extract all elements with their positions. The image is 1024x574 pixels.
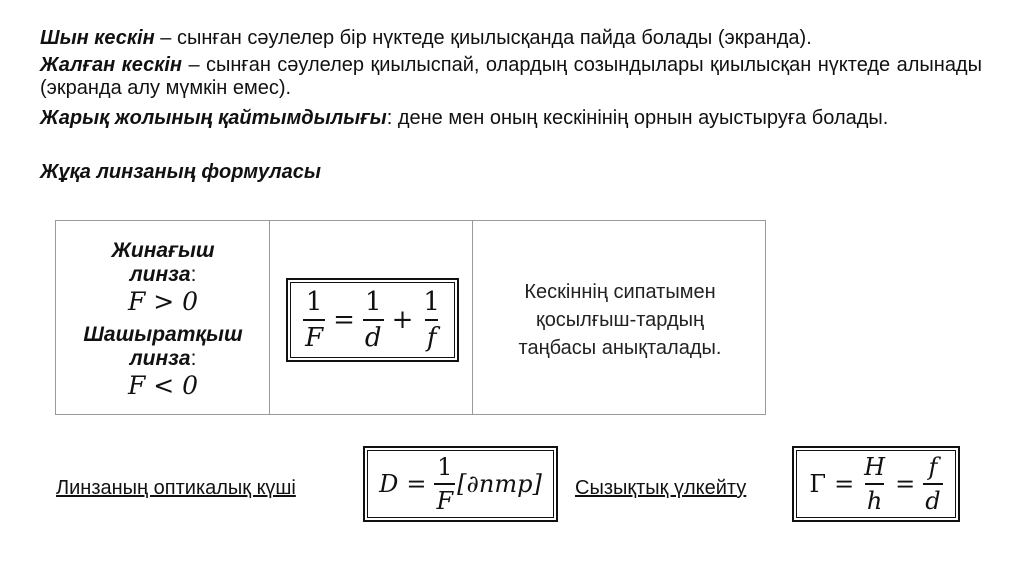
lens-types-cell [56, 221, 270, 414]
lens-name: линза: [129, 347, 197, 370]
optical-power-formula: D = $\frac{1}{F}$ [∂nmp] [363, 446, 558, 522]
definition-text: – сынған сәулелер бір нүктеде қиылысқанда пайда болады (экранда). [154, 27, 812, 49]
term: Жарық жолының қайтымдылығы [40, 107, 387, 129]
fraction: $\frac{1}{F}$ [436, 453, 454, 515]
definition-reversibility [40, 107, 982, 130]
definition-text: : дене мен оның кескінінің орнын ауыстыруға болады. [386, 107, 889, 129]
fraction: $\frac{H}{h}$ [864, 453, 886, 515]
lens-name: линза: [129, 263, 197, 286]
lens-condition: F < 0 [127, 371, 199, 400]
term: Жалған кескін [40, 54, 183, 76]
fraction: $\frac{f}{d}$ [925, 453, 941, 515]
definition-real-image [40, 27, 982, 50]
fraction: $\frac{1}{d}$ [364, 287, 382, 353]
magnification-label: Сызықтық үлкейту [575, 477, 747, 499]
fraction: $\frac{1}{f}$ [423, 287, 440, 353]
diverging-lens [56, 323, 270, 401]
fraction: $\frac{1}{F}$ [305, 287, 324, 353]
definition-virtual-image [40, 54, 982, 100]
lens-condition: F > 0 [127, 287, 199, 316]
unit: [∂nmp] [457, 470, 542, 498]
magnification-formula: Γ = $\frac{H}{h}$ = $\frac{f}{d}$ [792, 446, 960, 522]
thin-lens-formula: $\frac{1}{F}$ = $\frac{1}{d}$ + $\frac{1}{f}$ [286, 278, 459, 362]
lens-name: Шашыратқыш [83, 323, 243, 346]
definition-text: – сынған сәулелер қиылыспай, олардың созындылары қиылысқан нүктеде алынады (экранда алу мүмкін емес). [40, 54, 982, 99]
sign-description: Кескіннің сипатымен қосылғыш-тардың таңбасы анықталады. [518, 281, 722, 359]
converging-lens [56, 239, 270, 317]
optical-power-label: Линзаның оптикалық күші [56, 477, 296, 499]
term: Шын кескін [40, 27, 155, 49]
section-title: Жұқа линзаның формуласы [40, 161, 321, 183]
lens-name: Жинағыш [111, 239, 215, 262]
